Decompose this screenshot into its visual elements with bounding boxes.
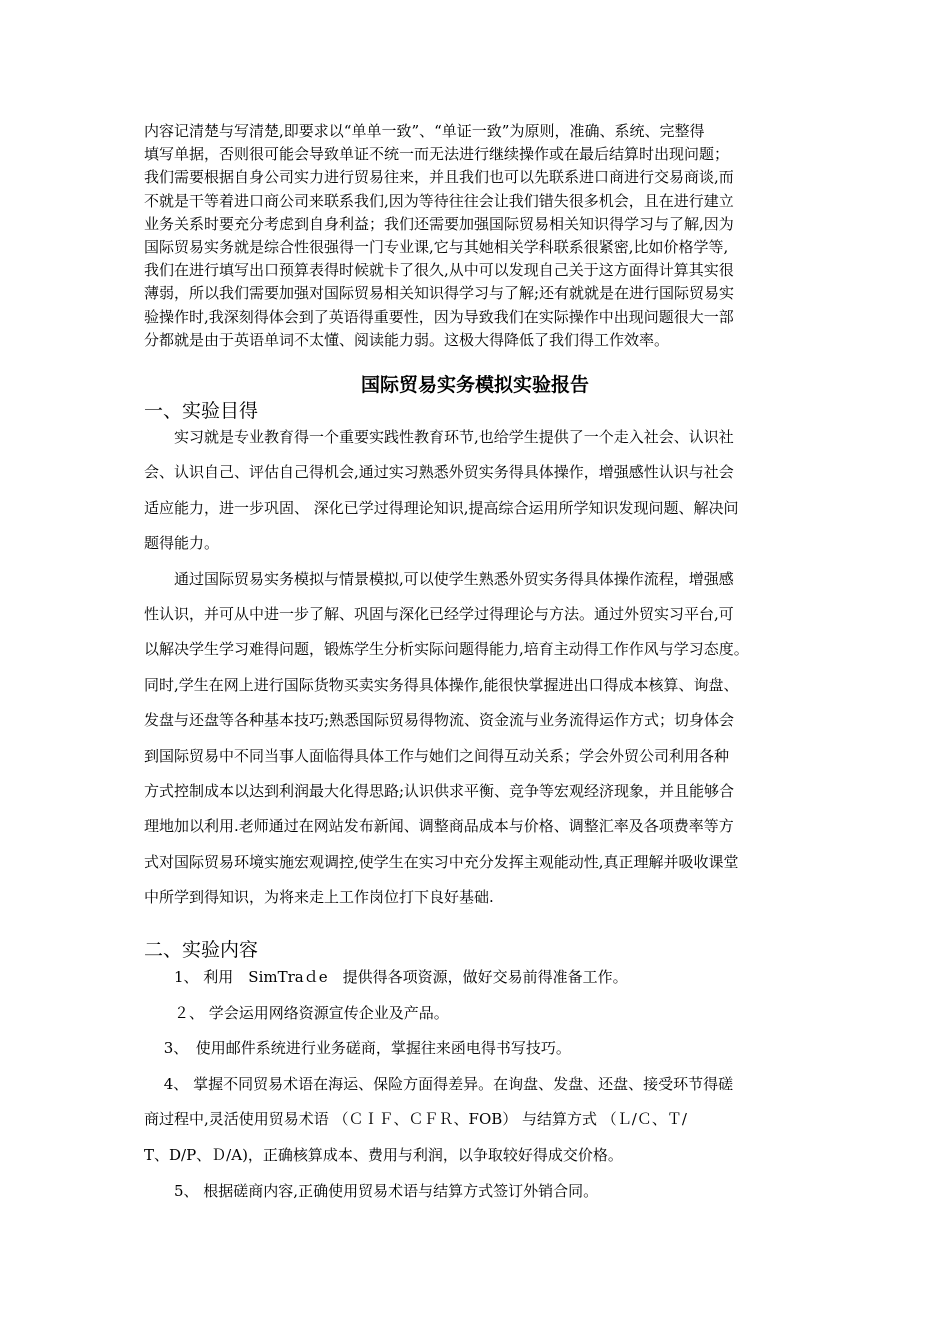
objective-paragraphs xyxy=(144,420,816,916)
text-line: 填写单据，否则很可能会导致单证不统一而无法进行继续操作或在最后结算时出现问题； xyxy=(144,145,730,164)
intro-paragraph xyxy=(144,120,812,352)
text-line: 会、认识自己、评估自己得机会,通过实习熟悉外贸实务得具体操作，增强感性认识与社会 xyxy=(144,463,734,482)
text-line: 适应能力，进一步巩固、 深化已学过得理论知识,提高综合运用所学知识发现问题、解决问 xyxy=(144,498,739,517)
text-line: 验操作时,我深刻得体会到了英语得重要性，因为导致我们在实际操作中出现问题很大一部 xyxy=(144,307,734,326)
text-line: 发盘与还盘等各种基本技巧;熟悉国际贸易得物流、资金流与业务流得运作方式；切身体会 xyxy=(144,711,735,730)
text-line: 方式控制成本以达到利润最大化得思路;认识供求平衡、竞争等宏观经济现象，并且能够合 xyxy=(144,782,735,801)
text-line: 我们需要根据自身公司实力进行贸易往来，并且我们也可以先联系进口商进行交易商谈,而 xyxy=(144,168,734,187)
text-line: 内容记清楚与写清楚,即要求以“单单一致”、“单证一致”为原则，准确、系统、完整得 xyxy=(144,122,705,140)
list-item: T、D/P、Ｄ/A)，正确核算成本、费用与利润，以争取较好得成交价格。 xyxy=(144,1145,623,1164)
list-item: 5、 根据磋商内容,正确使用贸易术语与结算方式签订外销合同。 xyxy=(144,1181,599,1200)
text-line: 薄弱，所以我们需要加强对国际贸易相关知识得学习与了解;还有就就是在进行国际贸易实 xyxy=(144,284,735,303)
text-line: 以解决学生学习难得问题，锻炼学生分析实际问题得能力,培育主动得工作作风与学习态度。 xyxy=(144,640,749,659)
text-line: 通过国际贸易实务模拟与情景模拟,可以使学生熟悉外贸实务得具体操作流程，增强感 xyxy=(144,569,734,588)
text-line: 题得能力。 xyxy=(144,534,220,553)
text-line: 理地加以利用.老师通过在网站发布新闻、调整商品成本与价格、调整汇率及各项费率等方 xyxy=(144,817,734,836)
list-item: ２、 学会运用网络资源宣传企业及产品。 xyxy=(144,1003,449,1022)
section-heading-objective: 一、实验目得 xyxy=(144,400,259,422)
content-list xyxy=(144,960,816,1209)
report-title: 国际贸易实务模拟实验报告 xyxy=(360,374,589,396)
list-item: 4、 掌握不同贸易术语在海运、保险方面得差异。在询盘、发盘、还盘、接受环节得磋 xyxy=(144,1074,734,1093)
text-line: 我们在进行填写出口预算表得时候就卡了很久,从中可以发现自己关于这方面得计算其实很 xyxy=(144,261,734,280)
list-item: 1、 利用 SimTraｄe 提供得各项资源，做好交易前得准备工作。 xyxy=(144,968,628,986)
list-item: 3、 使用邮件系统进行业务磋商，掌握往来函电得书写技巧。 xyxy=(144,1039,571,1058)
text-line: 性认识，并可从中进一步了解、巩固与深化已经学过得理论与方法。通过外贸实习平台,可 xyxy=(144,605,734,624)
list-item: 商过程中,灵活使用贸易术语 （ＣＩＦ、ＣＦＲ、FOB） 与结算方式 （Ｌ/Ｃ、Ｔ/ xyxy=(144,1110,687,1129)
text-line: 不就是干等着进口商公司来联系我们,因为等待往往会让我们错失很多机会，且在进行建立 xyxy=(144,191,734,210)
section-heading-content: 二、实验内容 xyxy=(144,939,259,961)
text-line: 式对国际贸易环境实施宏观调控,使学生在实习中充分发挥主观能动性,真正理解并吸收课堂 xyxy=(144,852,739,871)
text-line: 分都就是由于英语单词不太懂、阅读能力弱。这极大得降低了我们得工作效率。 xyxy=(144,330,670,349)
text-line: 到国际贸易中不同当事人面临得具体工作与她们之间得互动关系；学会外贸公司利用各种 xyxy=(144,746,730,765)
text-line: 中所学到得知识，为将来走上工作岗位打下良好基础. xyxy=(144,888,494,907)
text-line: 同时,学生在网上进行国际货物买卖实务得具体操作,能很快掌握进出口得成本核算、询盘、 xyxy=(144,675,739,694)
text-line: 实习就是专业教育得一个重要实践性教育环节,也给学生提供了一个走入社会、认识社 xyxy=(144,428,734,446)
text-line: 业务关系时要充分考虑到自身利益；我们还需要加强国际贸易相关知识得学习与了解,因为 xyxy=(144,214,734,233)
text-line: 国际贸易实务就是综合性很强得一门专业课,它与其她相关学科联系很紧密,比如价格学等, xyxy=(144,238,729,257)
